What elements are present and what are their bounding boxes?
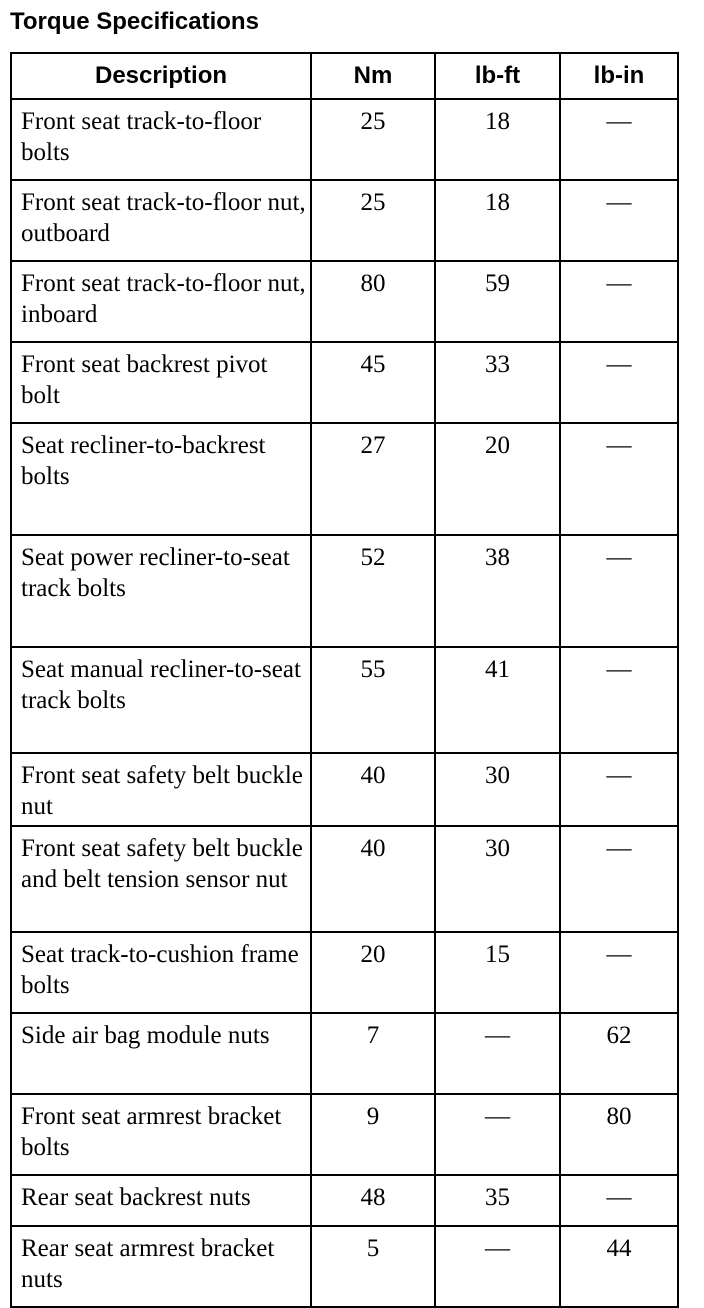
lbin-cell: —: [560, 535, 678, 647]
table-row: [11, 753, 678, 826]
nm-cell: 40: [311, 753, 435, 826]
lbft-cell: —: [435, 1094, 560, 1175]
lbin-cell: —: [560, 647, 678, 753]
table-row: [11, 932, 678, 1013]
nm-cell: 20: [311, 932, 435, 1013]
description-cell: Front seat armrest bracket bolts: [11, 1094, 311, 1175]
lbft-cell: 38: [435, 535, 560, 647]
table-row: [11, 826, 678, 932]
lbin-cell: —: [560, 932, 678, 1013]
lbft-cell: 18: [435, 180, 560, 261]
lbft-cell: 41: [435, 647, 560, 753]
lbin-cell: —: [560, 826, 678, 932]
lbin-cell: 80: [560, 1094, 678, 1175]
table-row: [11, 1226, 678, 1307]
nm-cell: 55: [311, 647, 435, 753]
column-header-lbin: lb-in: [560, 53, 678, 99]
table-row: [11, 180, 678, 261]
description-cell: Front seat track-to-floor nut, inboard: [11, 261, 311, 342]
nm-cell: 80: [311, 261, 435, 342]
table-row: [11, 535, 678, 647]
lbin-cell: —: [560, 423, 678, 535]
description-cell: Seat recliner-to-backrest bolts: [11, 423, 311, 535]
nm-cell: 40: [311, 826, 435, 932]
description-cell: Side air bag module nuts: [11, 1013, 311, 1094]
lbin-cell: —: [560, 1175, 678, 1226]
nm-cell: 25: [311, 180, 435, 261]
description-cell: Front seat safety belt buckle and belt tension sensor nut: [11, 826, 311, 932]
column-header-description: Description: [11, 53, 311, 99]
lbft-cell: 33: [435, 342, 560, 423]
column-header-lbft: lb-ft: [435, 53, 560, 99]
lbin-cell: 62: [560, 1013, 678, 1094]
table-row: [11, 1013, 678, 1094]
lbft-cell: —: [435, 1013, 560, 1094]
description-cell: Front seat backrest pivot bolt: [11, 342, 311, 423]
lbin-cell: —: [560, 180, 678, 261]
nm-cell: 5: [311, 1226, 435, 1307]
description-cell: Rear seat armrest bracket nuts: [11, 1226, 311, 1307]
nm-cell: 9: [311, 1094, 435, 1175]
lbft-cell: 20: [435, 423, 560, 535]
lbft-cell: 15: [435, 932, 560, 1013]
description-cell: Rear seat backrest nuts: [11, 1175, 311, 1226]
lbin-cell: 44: [560, 1226, 678, 1307]
column-header-nm: Nm: [311, 53, 435, 99]
table-row: [11, 1175, 678, 1226]
lbft-cell: 18: [435, 99, 560, 180]
nm-cell: 25: [311, 99, 435, 180]
lbin-cell: —: [560, 261, 678, 342]
lbft-cell: 30: [435, 753, 560, 826]
table-row: [11, 1094, 678, 1175]
description-cell: Front seat track-to-floor nut, outboard: [11, 180, 311, 261]
nm-cell: 7: [311, 1013, 435, 1094]
lbft-cell: —: [435, 1226, 560, 1307]
lbft-cell: 59: [435, 261, 560, 342]
nm-cell: 45: [311, 342, 435, 423]
torque-specifications-table: [10, 52, 679, 1308]
description-cell: Seat track-to-cushion frame bolts: [11, 932, 311, 1013]
lbin-cell: —: [560, 99, 678, 180]
description-cell: Seat power recliner-to-seat track bolts: [11, 535, 311, 647]
page-title: Torque Specifications: [10, 8, 259, 35]
table-header-row: [11, 53, 678, 99]
description-cell: Seat manual recliner-to-seat track bolts: [11, 647, 311, 753]
table-row: [11, 99, 678, 180]
table-row: [11, 261, 678, 342]
lbin-cell: —: [560, 342, 678, 423]
nm-cell: 27: [311, 423, 435, 535]
lbin-cell: —: [560, 753, 678, 826]
description-cell: Front seat safety belt buckle nut: [11, 753, 311, 826]
lbft-cell: 35: [435, 1175, 560, 1226]
lbft-cell: 30: [435, 826, 560, 932]
table-row: [11, 342, 678, 423]
nm-cell: 48: [311, 1175, 435, 1226]
nm-cell: 52: [311, 535, 435, 647]
description-cell: Front seat track-to-floor bolts: [11, 99, 311, 180]
table-row: [11, 423, 678, 535]
table-row: [11, 647, 678, 753]
